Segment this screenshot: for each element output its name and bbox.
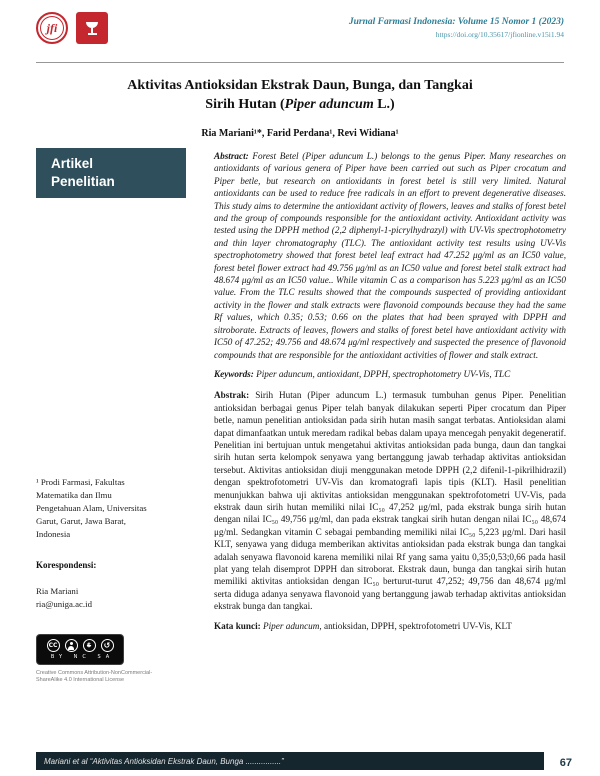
abstract-en [214, 150, 566, 361]
title-line2-post: L.) [373, 97, 395, 112]
footer-citation: Mariani et al “Aktivitas Antioksidan Ekstrak Daun, Bunga ................” [44, 756, 284, 766]
doi-link[interactable]: https://doi.org/10.35617/jfionline.v15i1.94 [435, 30, 564, 39]
keywords-en [214, 368, 566, 380]
sa-share-alike-icon: ↺ [101, 639, 114, 652]
correspondence-block [36, 585, 92, 611]
iai-logo [76, 12, 108, 44]
title-genus-italic: Piper aduncum [284, 97, 374, 112]
article-body [214, 150, 566, 632]
cc-icon-row [47, 639, 114, 652]
correspondence-label: Korespondensi: [36, 560, 97, 570]
by-person-icon [65, 639, 78, 652]
keywords-id-genus: Piper aduncum [263, 620, 320, 631]
article-type-badge [36, 148, 186, 198]
person-silhouette-icon [68, 642, 74, 650]
abstract-id [214, 389, 566, 612]
keywords-en-label: Keywords: [214, 368, 254, 379]
chalice-base [88, 33, 97, 35]
badge-line1: Artikel [51, 156, 94, 171]
chalice-icon [86, 22, 98, 35]
abstract-en-label: Abstract: [214, 151, 249, 161]
badge-line2: Penelitian [51, 174, 115, 189]
keywords-en-text: Piper aduncum, antioxidant, DPPH, spectrophotometry UV-Vis, TLC [256, 368, 511, 379]
cc-letters: BY NC SA [50, 654, 115, 660]
jfi-journal-logo [36, 12, 68, 44]
cc-license-caption: Creative Commons Attribution-NonCommercial-ShareAlike 4.0 International License [36, 670, 153, 683]
footer-bar [36, 752, 544, 770]
authors-line: Ria Mariani¹*, Farid Perdana¹, Revi Widiana¹ [201, 128, 399, 139]
article-title [40, 76, 560, 114]
header-divider [36, 62, 564, 63]
header-logos [36, 12, 108, 44]
keywords-id [214, 620, 566, 632]
jfi-logo-text: jfi [46, 20, 58, 35]
affiliation: ¹ Prodi Farmasi, Fakultas Matematika dan Ilmu Pengetahuan Alam, Universitas Garut, Garut, Jawa Barat, Indonesia [36, 477, 147, 539]
keywords-id-text: , antioksidan, DPPH, spektrofotometri UV-Vis, KLT [319, 620, 512, 631]
journal-header [349, 17, 564, 39]
correspondence-email[interactable]: ria@uniga.ac.id [36, 599, 92, 609]
abstract-id-label: Abstrak: [214, 390, 250, 401]
abstract-en-text: Forest Betel (Piper aduncum L.) belongs to the genus Piper. Many researches on antioxidants of various genera of Piper have been carried out such as Piper crocatum and Piper betle, but research on antioxidants in forest betel is still very limited. Natural antioxidants can be used to reduce free radicals in an effort to prevent degenerative diseases. This study aims to determine the antioxidant activity of flowers, leaves and stalks of forest betel and the group of compounds responsible for the antioxidant activity. Antioxidant activity was tested using the DPPH method (2,2 diphenyl-1-picrylhydrazyl) with UV-Vis spectrophotometry and thin layer chromatography (TLC). The antioxidant activity test results using UV-Vis spectrophotometry showed that forest betel leaf extract had 47.252 μg/ml as an IC50 value, forest betel flower extract had 49.756 μg/ml as an IC50 value and forest betel stalk extract had 48.674 μg/ml as an IC50 value.. While vitamin C as a comparison has 5.223 μg/ml as an IC50 value. From the TLC results showed that the compounds suspected of providing antioxidant activity in the flower and stalk extracts were flavonoid compounds because they had the same Rf values, which 0.35; 0.53; 0.66 on the plates that had been sprayed with DPPH and sitroborate. Extracts of leaves, flowers and stalks of forest betel have antioxidant activity with IC50 of 47.252; 49.756 and 48.674 μg/ml respectively and suspected the presence of flavonoid compounds that are responsible for the antioxidant activities of flower and stalk extract. [214, 151, 567, 360]
title-line1: Aktivitas Antioksidan Ekstrak Daun, Bunga, dan Tangkai [127, 78, 473, 93]
journal-volume-line: Jurnal Farmasi Indonesia: Volume 15 Nomor 1 (2023) [348, 17, 564, 27]
page-number: 67 [559, 757, 572, 769]
keywords-id-label: Kata kunci: [214, 620, 261, 631]
cc-icon: CC [47, 639, 60, 652]
cc-license-badge[interactable] [36, 634, 124, 665]
abstract-id-text: Sirih Hutan (Piper aduncum L.) termasuk tumbuhan genus Piper. Penelitian antioksidan berbagai genus Piper telah banyak dilakukan seperti Piper crocatum dan Piper betle, namun penelitian antioksidan pada sirih hutan masih sangat terbatas. Antioksidan alami dapat dimanfaatkan untuk meredam radikal bebas dalam upaya mencegah penyakit degeneratif. Penelitian ini bertujuan untuk mengetahui aktivitas antioksidan pada bunga, daun dan tangkai sirih hutan serta kelompok senyawa yang bertanggung jawab terhadap aktivitas antioksidan tersebut. Aktivitas antioksidan diuji menggunakan metode DPPH (2,2 difenil-1-pikrilhidrazil) dengan spektrofotometri UV-Vis dan kromatografi lapis tipis (KLT). Hasil penelitian menunjukkan bahwa uji aktivitas antioksidan menggunakan spektrofotometri UV-Vis, pada ekstrak daun sirih hutan memiliki nilai IC₅₀ 47,252 μg/ml, pada ekstrak bunga sirih hutan dengan nilai IC₅₀ 49,756 μg/ml, dan pada ekstrak tangkai sirih hutan dengan nilai IC₅₀ 48,674 μg/ml. Sedangkan vitamin C sebagai pembanding memiliki nilai IC₅₀ 5,223 μg/ml. Dari hasil KLT, senyawa yang diduga memberikan aktivitas antioksidan pada ekstrak bunga dan tangkai adalah senyawa flavonoid karena memiliki nilai Rf yang sama yaitu 0,35;0,53;0,66 pada hasil plat yang telah disemprot DPPH dan sitroborat. Ekstrak daun, bunga dan tangkai sirih hutan memiliki aktivitas antioksidan dengan IC₅₀ berturut-turut 47,252; 49,756 dan 48,674 μg/ml serta diduga adanya senyawa flavonoid yang bertanggung jawab terhadap aktivitas antioksidan ekstrak bunga dan tangkai. [214, 390, 567, 612]
correspondence-name: Ria Mariani [36, 586, 79, 596]
title-line2-pre: Sirih Hutan ( [205, 97, 285, 112]
nc-no-dollar-icon: $ [83, 639, 96, 652]
